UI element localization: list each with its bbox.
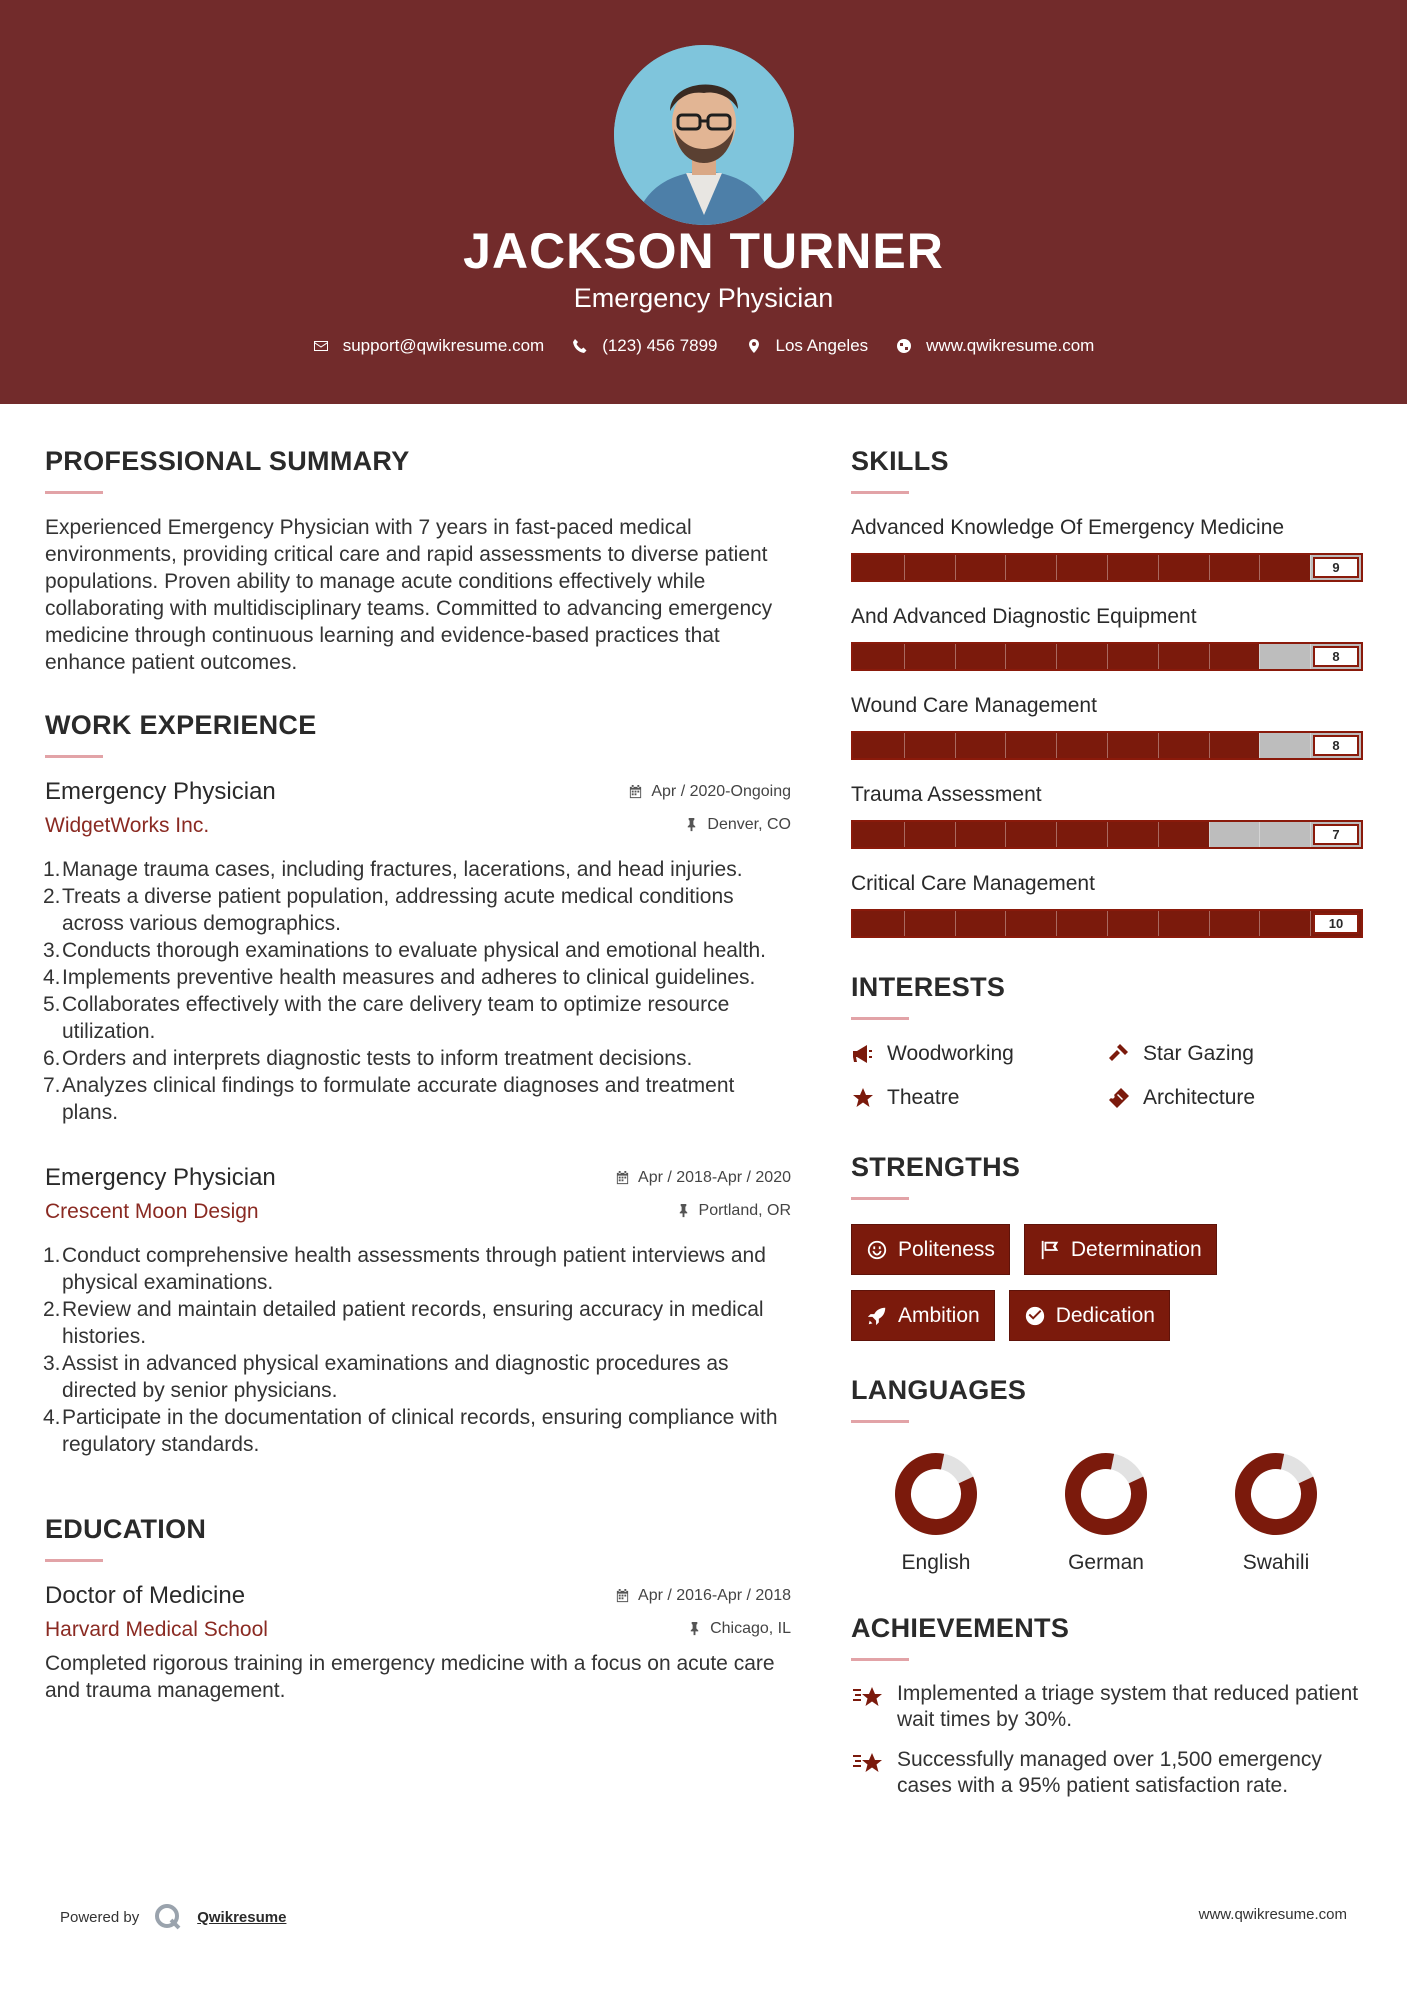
contact-phone[interactable]: [572, 336, 717, 356]
skill-item: [851, 514, 1363, 582]
website-text: www.qwikresume.com: [926, 336, 1095, 355]
job-date: Apr / 2018-Apr / 2020: [615, 1169, 791, 1187]
achievement-item: Implemented a triage system that reduced patient wait times by 30%.: [851, 1681, 1363, 1733]
profile-photo: [614, 45, 794, 225]
job-location: Denver, CO: [684, 816, 791, 834]
interest-item: Theatre: [851, 1086, 1107, 1110]
email-text: support@qwikresume.com: [342, 336, 545, 355]
qwikresume-logo-icon: [153, 1902, 183, 1932]
skill-bar-segment: [1310, 644, 1311, 669]
skill-value: 8: [1313, 646, 1359, 667]
contact-location: [746, 336, 869, 356]
skill-bar-segment: [1209, 644, 1210, 669]
skill-bar-segment: [1158, 733, 1159, 758]
shooting-star-icon: [851, 1681, 885, 1715]
rocket-icon: [866, 1305, 888, 1327]
section-divider: [851, 1197, 909, 1200]
skill-bar-segment: [1107, 644, 1108, 669]
skill-bar-segment: [955, 644, 956, 669]
skill-bar-segment: [1310, 911, 1311, 936]
skill-bar-segment: [1259, 555, 1260, 580]
education-entry: [45, 1582, 791, 1704]
skill-bar-segment: [1259, 644, 1260, 669]
language-item: [1021, 1451, 1191, 1575]
section-divider: [851, 491, 909, 494]
skill-bar-segment: [1005, 822, 1006, 847]
list-item: 4. Participate in the documentation of clinical records, ensuring compliance with regulatory standards.: [43, 1406, 778, 1456]
education-description: Completed rigorous training in emergency medicine with a focus on acute care and trauma management.: [45, 1652, 775, 1702]
job-location: Portland, OR: [676, 1202, 791, 1220]
skill-item: [851, 603, 1363, 671]
pushpin-icon: [676, 1203, 691, 1218]
skill-value: 10: [1313, 913, 1359, 934]
school-name: Harvard Medical School: [45, 1618, 268, 1641]
pushpin-icon: [684, 817, 699, 832]
language-ring: [1233, 1451, 1319, 1537]
section-divider: [45, 1559, 103, 1562]
language-name: Swahili: [1242, 1551, 1310, 1574]
skill-bar-segment: [1259, 822, 1260, 847]
list-item: 4. Implements preventive health measures and adheres to clinical guidelines.: [43, 966, 756, 989]
skill-bar-segment: [1107, 911, 1108, 936]
section-title: EDUCATION: [45, 1514, 207, 1544]
section-title: ACHIEVEMENTS: [851, 1613, 1070, 1643]
duties-list: [45, 856, 791, 1126]
skill-value: 8: [1313, 735, 1359, 756]
list-item: 3. Conducts thorough examinations to evaluate physical and emotional health.: [43, 939, 766, 962]
strengths-section: [851, 1152, 1363, 1341]
duties-list: [45, 1242, 791, 1458]
skill-bar-segment: [1005, 644, 1006, 669]
skill-bar-fill: [853, 822, 1209, 847]
candidate-role: Emergency Physician: [573, 283, 834, 313]
strength-badge: Ambition: [851, 1290, 995, 1341]
skill-bar-segment: [904, 733, 905, 758]
strength-badge: Dedication: [1009, 1290, 1170, 1341]
phone-icon: [572, 338, 588, 354]
skill-bar-segment: [1056, 644, 1057, 669]
interest-item: Woodworking: [851, 1042, 1107, 1066]
section-title: WORK EXPERIENCE: [45, 710, 317, 740]
company-name: Crescent Moon Design: [45, 1200, 259, 1223]
contact-bar: [0, 336, 1407, 356]
skill-bar-segment: [1005, 911, 1006, 936]
language-ring-fill: [1063, 1451, 1149, 1537]
skill-label: Trauma Assessment: [851, 783, 1042, 806]
education-location: Chicago, IL: [687, 1620, 791, 1638]
skills-section: [851, 446, 1363, 938]
skill-bar-segment: [1158, 555, 1159, 580]
list-item: 1. Manage trauma cases, including fractures, lacerations, and head injuries.: [43, 858, 743, 881]
skill-bar-segment: [904, 644, 905, 669]
list-item: 6. Orders and interprets diagnostic tests to inform treatment decisions.: [43, 1047, 693, 1070]
section-divider: [851, 1420, 909, 1423]
skill-bar-segment: [904, 911, 905, 936]
skill-label: Critical Care Management: [851, 872, 1095, 895]
section-title: LANGUAGES: [851, 1375, 1027, 1405]
skill-bar-segment: [955, 733, 956, 758]
skill-bar-segment: [955, 822, 956, 847]
skill-item: [851, 781, 1363, 849]
check-circle-icon: [1024, 1305, 1046, 1327]
experience-section: [45, 710, 791, 1458]
summary-section: [45, 446, 791, 676]
skill-bar-segment: [1056, 733, 1057, 758]
achievement-item: Successfully managed over 1,500 emergency cases with a 95% patient satisfaction rate.: [851, 1747, 1363, 1799]
skill-bar-segment: [955, 911, 956, 936]
job-date: Apr / 2020-Ongoing: [628, 783, 791, 801]
skill-bar: [851, 642, 1363, 671]
skill-bar-segment: [1310, 555, 1311, 580]
strength-badge: Determination: [1024, 1224, 1217, 1275]
skill-label: Wound Care Management: [851, 694, 1097, 717]
right-column: [851, 446, 1363, 1799]
skill-bar: [851, 909, 1363, 938]
interests-section: [851, 972, 1363, 1110]
footer-powered-by: [60, 1902, 286, 1932]
ticket-icon: [1107, 1086, 1131, 1110]
envelope-icon: [313, 338, 329, 354]
skill-bar-segment: [1310, 822, 1311, 847]
skill-bar-segment: [1259, 733, 1260, 758]
job-entry: [45, 778, 791, 1126]
interest-item: Architecture: [1107, 1086, 1363, 1110]
language-ring-fill: [893, 1451, 979, 1537]
job-title: Emergency Physician: [45, 1164, 276, 1191]
smile-icon: [866, 1239, 888, 1261]
brand-link[interactable]: Qwikresume: [197, 1908, 287, 1926]
calendar-icon: [628, 784, 643, 799]
skill-bar-segment: [1107, 555, 1108, 580]
skill-bar-segment: [955, 555, 956, 580]
resume-header: [0, 0, 1407, 404]
powered-by-text: Powered by: [60, 1908, 140, 1926]
job-entry: [45, 1164, 791, 1458]
skill-bar-segment: [904, 555, 905, 580]
location-text: Los Angeles: [775, 336, 869, 355]
list-item: 2. Review and maintain detailed patient records, ensuring accuracy in medical histories.: [43, 1298, 764, 1348]
skill-bar-segment: [1056, 911, 1057, 936]
section-divider: [851, 1017, 909, 1020]
section-divider: [45, 491, 103, 494]
interest-item: Star Gazing: [1107, 1042, 1363, 1066]
skill-bar-segment: [1056, 822, 1057, 847]
skill-bar: [851, 820, 1363, 849]
contact-website[interactable]: [896, 336, 1094, 356]
list-item: 7. Analyzes clinical findings to formulate accurate diagnoses and treatment plans.: [43, 1074, 735, 1124]
skill-bar-segment: [1209, 822, 1210, 847]
skill-bar-segment: [1209, 555, 1210, 580]
skill-item: [851, 692, 1363, 760]
education-date: Apr / 2016-Apr / 2018: [615, 1587, 791, 1605]
skill-bar: [851, 553, 1363, 582]
shooting-star-icon: [851, 1747, 885, 1781]
language-ring: [893, 1451, 979, 1537]
list-item: 2. Treats a diverse patient population, addressing acute medical conditions across various demographics.: [43, 885, 734, 935]
education-section: [45, 1514, 791, 1704]
map-pin-icon: [746, 338, 762, 354]
calendar-icon: [615, 1588, 630, 1603]
skill-value: 9: [1313, 557, 1359, 578]
skill-item: [851, 870, 1363, 938]
strength-badge: Politeness: [851, 1224, 1010, 1275]
phone-text: (123) 456 7899: [602, 336, 718, 355]
skill-bar-segment: [1209, 911, 1210, 936]
skill-bar-segment: [1259, 911, 1260, 936]
language-ring-fill: [1233, 1451, 1319, 1537]
languages-section: [851, 1375, 1363, 1575]
skill-bar-segment: [1158, 644, 1159, 669]
skill-bar-segment: [1005, 555, 1006, 580]
language-item: [1191, 1451, 1361, 1575]
gavel-icon: [1107, 1042, 1131, 1066]
list-item: 3. Assist in advanced physical examinations and diagnostic procedures as directed by senior physicians.: [43, 1352, 729, 1402]
candidate-name: JACKSON TURNER: [463, 223, 944, 279]
section-divider: [45, 755, 103, 758]
job-title: Emergency Physician: [45, 778, 276, 805]
summary-text: Experienced Emergency Physician with 7 years in fast-paced medical environments, providing critical care and rapid assessments to diverse patient populations. Proven ability to manage acute conditions effectively while collaborating with multidisciplinary teams. Committed to advancing emergency medicine through continuous learning and evidence-based practices that enhance patient outcomes.: [45, 516, 773, 674]
achievements-section: [851, 1613, 1363, 1799]
list-item: 1. Conduct comprehensive health assessments through patient interviews and physical examinations.: [43, 1244, 766, 1294]
skill-bar-segment: [1107, 733, 1108, 758]
skill-bar-segment: [1107, 822, 1108, 847]
skill-bar-segment: [1158, 822, 1159, 847]
skill-bar-segment: [904, 822, 905, 847]
skill-bar-segment: [1056, 555, 1057, 580]
section-title: INTERESTS: [851, 972, 1006, 1002]
language-ring: [1063, 1451, 1149, 1537]
list-item: 5. Collaborates effectively with the care delivery team to optimize resource utilization.: [43, 993, 730, 1043]
skill-bar-segment: [1209, 733, 1210, 758]
skill-bar-segment: [1310, 733, 1311, 758]
skill-bar-segment: [1158, 911, 1159, 936]
contact-email[interactable]: [313, 336, 545, 356]
section-title: STRENGTHS: [851, 1152, 1021, 1182]
skill-bar-segment: [1005, 733, 1006, 758]
avatar: [614, 45, 794, 225]
flag-icon: [1039, 1239, 1061, 1261]
left-column: [45, 446, 791, 1704]
skill-bar: [851, 731, 1363, 760]
language-name: German: [1068, 1551, 1144, 1574]
section-title: PROFESSIONAL SUMMARY: [45, 446, 410, 476]
pushpin-icon: [687, 1621, 702, 1636]
megaphone-icon: [851, 1042, 875, 1066]
skill-label: And Advanced Diagnostic Equipment: [851, 605, 1197, 628]
language-name: English: [901, 1551, 971, 1574]
skill-bar-fill: [853, 555, 1310, 580]
section-divider: [851, 1658, 909, 1661]
skills-list: [851, 514, 1363, 938]
footer-website[interactable]: www.qwikresume.com: [1198, 1906, 1347, 1923]
star-icon: [851, 1086, 875, 1110]
degree-title: Doctor of Medicine: [45, 1582, 246, 1609]
globe-icon: [896, 338, 912, 354]
language-item: [851, 1451, 1021, 1575]
skill-value: 7: [1313, 824, 1359, 845]
skill-label: Advanced Knowledge Of Emergency Medicine: [851, 516, 1285, 539]
section-title: SKILLS: [851, 446, 949, 476]
calendar-icon: [615, 1170, 630, 1185]
company-name: WidgetWorks Inc.: [45, 814, 210, 837]
